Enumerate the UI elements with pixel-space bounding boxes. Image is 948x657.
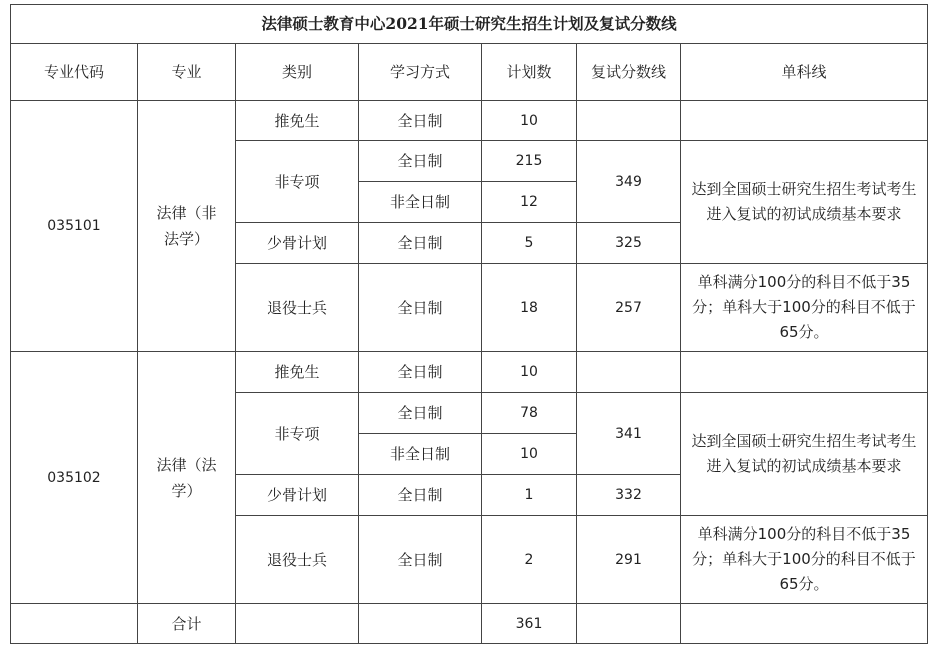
category-cell: 推免生	[236, 101, 359, 141]
table-title: 法律硕士教育中心2021年硕士研究生招生计划及复试分数线	[11, 5, 928, 44]
single-line-cell	[681, 352, 928, 393]
single-line-requirement: 单科满分100分的科目不低于35分；单科大于100分的科目不低于65分。	[681, 264, 928, 352]
total-empty	[681, 604, 928, 644]
plan-cell: 10	[482, 434, 577, 475]
score-cell: 341	[577, 393, 681, 475]
mode-cell: 非全日制	[359, 182, 482, 223]
major-name-text: 法律（法学）	[156, 455, 217, 500]
header-plan: 计划数	[482, 44, 577, 101]
plan-cell: 78	[482, 393, 577, 434]
header-row	[11, 44, 928, 101]
score-cell: 349	[577, 141, 681, 223]
category-cell: 退役士兵	[236, 264, 359, 352]
plan-cell: 10	[482, 101, 577, 141]
major-code: 035102	[11, 352, 138, 604]
header-code: 专业代码	[11, 44, 138, 101]
mode-cell: 全日制	[359, 352, 482, 393]
single-line-requirement: 单科满分100分的科目不低于35分；单科大于100分的科目不低于65分。	[681, 516, 928, 604]
score-cell: 325	[577, 223, 681, 264]
mode-cell: 全日制	[359, 475, 482, 516]
score-cell	[577, 352, 681, 393]
header-mode: 学习方式	[359, 44, 482, 101]
category-cell: 推免生	[236, 352, 359, 393]
major-name-text: 法律（非法学）	[156, 204, 217, 248]
category-cell: 非专项	[236, 141, 359, 223]
mode-cell: 全日制	[359, 101, 482, 141]
category-cell: 少骨计划	[236, 223, 359, 264]
mode-cell: 全日制	[359, 516, 482, 604]
mode-cell: 全日制	[359, 223, 482, 264]
plan-cell: 12	[482, 182, 577, 223]
total-empty	[236, 604, 359, 644]
score-cell: 332	[577, 475, 681, 516]
total-plan: 361	[482, 604, 577, 644]
major-code: 035101	[11, 101, 138, 352]
single-line-requirement: 达到全国硕士研究生招生考试考生进入复试的初试成绩基本要求	[681, 393, 928, 516]
header-score: 复试分数线	[577, 44, 681, 101]
plan-cell: 18	[482, 264, 577, 352]
mode-cell: 非全日制	[359, 434, 482, 475]
header-category: 类别	[236, 44, 359, 101]
plan-cell: 1	[482, 475, 577, 516]
single-line-cell	[681, 101, 928, 141]
mode-cell: 全日制	[359, 264, 482, 352]
mode-cell: 全日制	[359, 141, 482, 182]
total-row	[11, 604, 928, 644]
major-name	[138, 352, 236, 604]
header-single-line: 单科线	[681, 44, 928, 101]
score-cell: 257	[577, 264, 681, 352]
mode-cell: 全日制	[359, 393, 482, 434]
plan-cell: 10	[482, 352, 577, 393]
plan-cell: 2	[482, 516, 577, 604]
header-major: 专业	[138, 44, 236, 101]
table-row	[11, 101, 928, 141]
score-cell	[577, 101, 681, 141]
plan-cell: 215	[482, 141, 577, 182]
total-empty	[359, 604, 482, 644]
total-label: 合计	[138, 604, 236, 644]
major-name	[138, 101, 236, 352]
plan-cell: 5	[482, 223, 577, 264]
score-cell: 291	[577, 516, 681, 604]
category-cell: 少骨计划	[236, 475, 359, 516]
category-cell: 退役士兵	[236, 516, 359, 604]
total-empty	[11, 604, 138, 644]
category-cell: 非专项	[236, 393, 359, 475]
table-row	[11, 352, 928, 393]
single-line-requirement: 达到全国硕士研究生招生考试考生进入复试的初试成绩基本要求	[681, 141, 928, 264]
total-empty	[577, 604, 681, 644]
admission-table	[10, 4, 928, 644]
